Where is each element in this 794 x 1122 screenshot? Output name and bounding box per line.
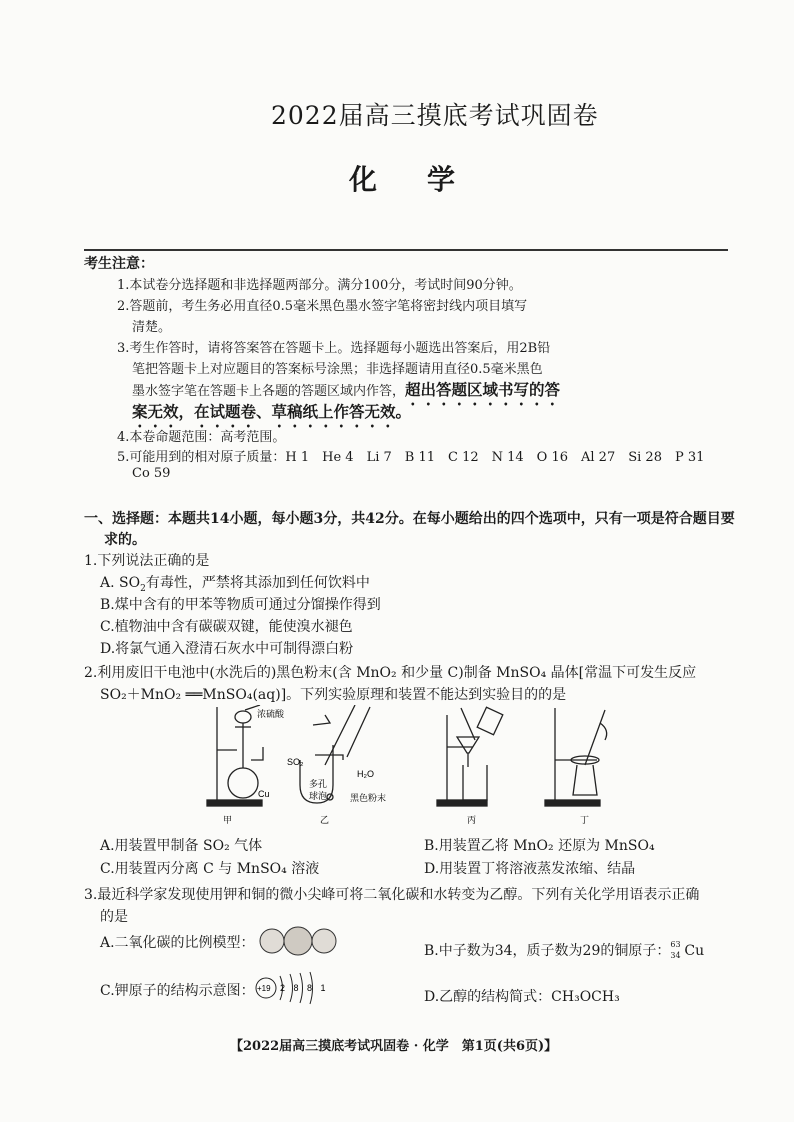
- q1-a-post: 有毒性，严禁将其添加到任何饮料中: [145, 575, 370, 591]
- q1-stem: 1.下列说法正确的是: [84, 553, 210, 569]
- q1-a-pre: A. SO: [100, 575, 141, 591]
- label-bubble-2: 球泡: [309, 791, 328, 801]
- section-heading: 一、选择题：本题共14小题，每小题3分，共42分。在每小题给出的四个选项中，只有一项是符合题目要: [84, 511, 735, 527]
- notice-item: 1.本试卷分选择题和非选择题两部分。满分100分，考试时间90分钟。: [117, 278, 522, 293]
- label-h2o: H₂O: [357, 769, 374, 779]
- label-ding: 丁: [580, 815, 590, 825]
- q3-option-d: D.乙醇的结构简式：CH₃OCH₃: [424, 989, 620, 1005]
- q2-apparatus-figure: [205, 705, 645, 830]
- label-jia: 甲: [223, 815, 233, 825]
- q1-option-a: [100, 572, 370, 594]
- q1-option-d: D.将氯气通入澄清石灰水中可制得漂白粉: [100, 641, 354, 657]
- notice-item: Co 59: [132, 466, 171, 481]
- label-bing: 丙: [467, 815, 477, 825]
- notice-emphasis: 超出答题区域书写的答: [405, 380, 561, 399]
- shell-electrons: 2 8 8 1: [280, 983, 329, 993]
- subject-title: 化学: [349, 163, 506, 196]
- q1-option-b: B.煤中含有的甲苯等物质可通过分馏操作得到: [100, 597, 381, 613]
- notice-item: 2.答题前，考生务必用直径0.5毫米黑色墨水签字笔将密封线内项目填写: [117, 299, 528, 314]
- notice-item: 清楚。: [132, 320, 172, 335]
- page-footer: 【2022届高三摸底考试巩固卷 · 化学 第1页(共6页)】: [230, 1039, 558, 1054]
- q2-stem-line1: 2.利用废旧干电池中(水洗后的)黑色粉末(含 MnO₂ 和少量 C)制备 MnSO₄ 晶体[常温下可发生反应: [84, 665, 697, 681]
- label-cu: Cu: [258, 789, 270, 799]
- q1-option-c: C.植物油中含有碳碳双键，能使溴水褪色: [100, 619, 353, 635]
- exam-title: 2022届高三摸底考试巩固卷: [271, 101, 599, 130]
- notice-item: 4.本卷命题范围：高考范围。: [117, 430, 286, 445]
- notice-item: 笔把答题卡上对应题目的答案标号涂黑；非选择题请用直径0.5毫米黑色: [132, 362, 543, 377]
- q2-option-d: D.用装置丁将溶液蒸发浓缩、结晶: [424, 861, 636, 877]
- notice-emphasis: 案无效，在试题卷、草稿纸上作答无效。: [132, 402, 412, 421]
- q2-option-b: B.用装置乙将 MnO₂ 还原为 MnSO₄: [424, 838, 655, 854]
- element-symbol: Cu: [684, 943, 705, 959]
- k-atom-diagram: [254, 970, 330, 1006]
- notice-item: 3.考生作答时，请将答案答在答题卡上。选择题每小题选出答案后，用2B铅: [117, 341, 551, 356]
- q3-option-a: A.二氧化碳的比例模型：: [100, 935, 255, 951]
- label-so2: SO₂: [287, 757, 304, 767]
- notice-item: 5.可能用到的相对原子质量：H 1 He 4 Li 7 B 11 C 12 N 14 O 16 Al 27 Si 28 P 31: [117, 450, 705, 465]
- q3-b-text: B.中子数为34，质子数为29的铜原子：: [424, 943, 671, 959]
- q1-a-sub: 2: [140, 583, 146, 594]
- q3-option-c: C.钾原子的结构示意图：: [100, 983, 255, 999]
- section-heading: 求的。: [104, 532, 146, 548]
- mass-number: 63: [670, 940, 681, 949]
- q3-stem-line1: 3.最近科学家发现使用钾和铜的微小尖峰可将二氧化碳和水转变为乙醇。下列有关化学用语表示正确: [84, 887, 700, 903]
- co2-model-figure: [258, 926, 338, 956]
- atomic-number: 34: [670, 951, 681, 960]
- label-acid: 浓硫酸: [257, 709, 285, 719]
- q2-stem-line2: SO₂＋MnO₂ ══MnSO₄(aq)]。下列实验原理和装置不能达到实验目的的是: [100, 687, 567, 703]
- label-yi: 乙: [320, 815, 330, 825]
- q3-stem-line2: 的是: [100, 909, 128, 925]
- label-bubble-1: 多孔: [309, 779, 328, 789]
- notice-text: 墨水签字笔在答题卡上各题的答题区域内作答，: [132, 384, 406, 399]
- label-powder: 黑色粉末: [350, 793, 387, 803]
- nucleus-charge: +19: [257, 984, 271, 993]
- q2-option-a: A.用装置甲制备 SO₂ 气体: [100, 838, 263, 854]
- notice-heading: 考生注意：: [84, 256, 154, 272]
- q3-option-b: [424, 940, 704, 960]
- q2-option-c: C.用装置丙分离 C 与 MnSO₄ 溶液: [100, 861, 320, 877]
- divider-rule: [84, 249, 728, 251]
